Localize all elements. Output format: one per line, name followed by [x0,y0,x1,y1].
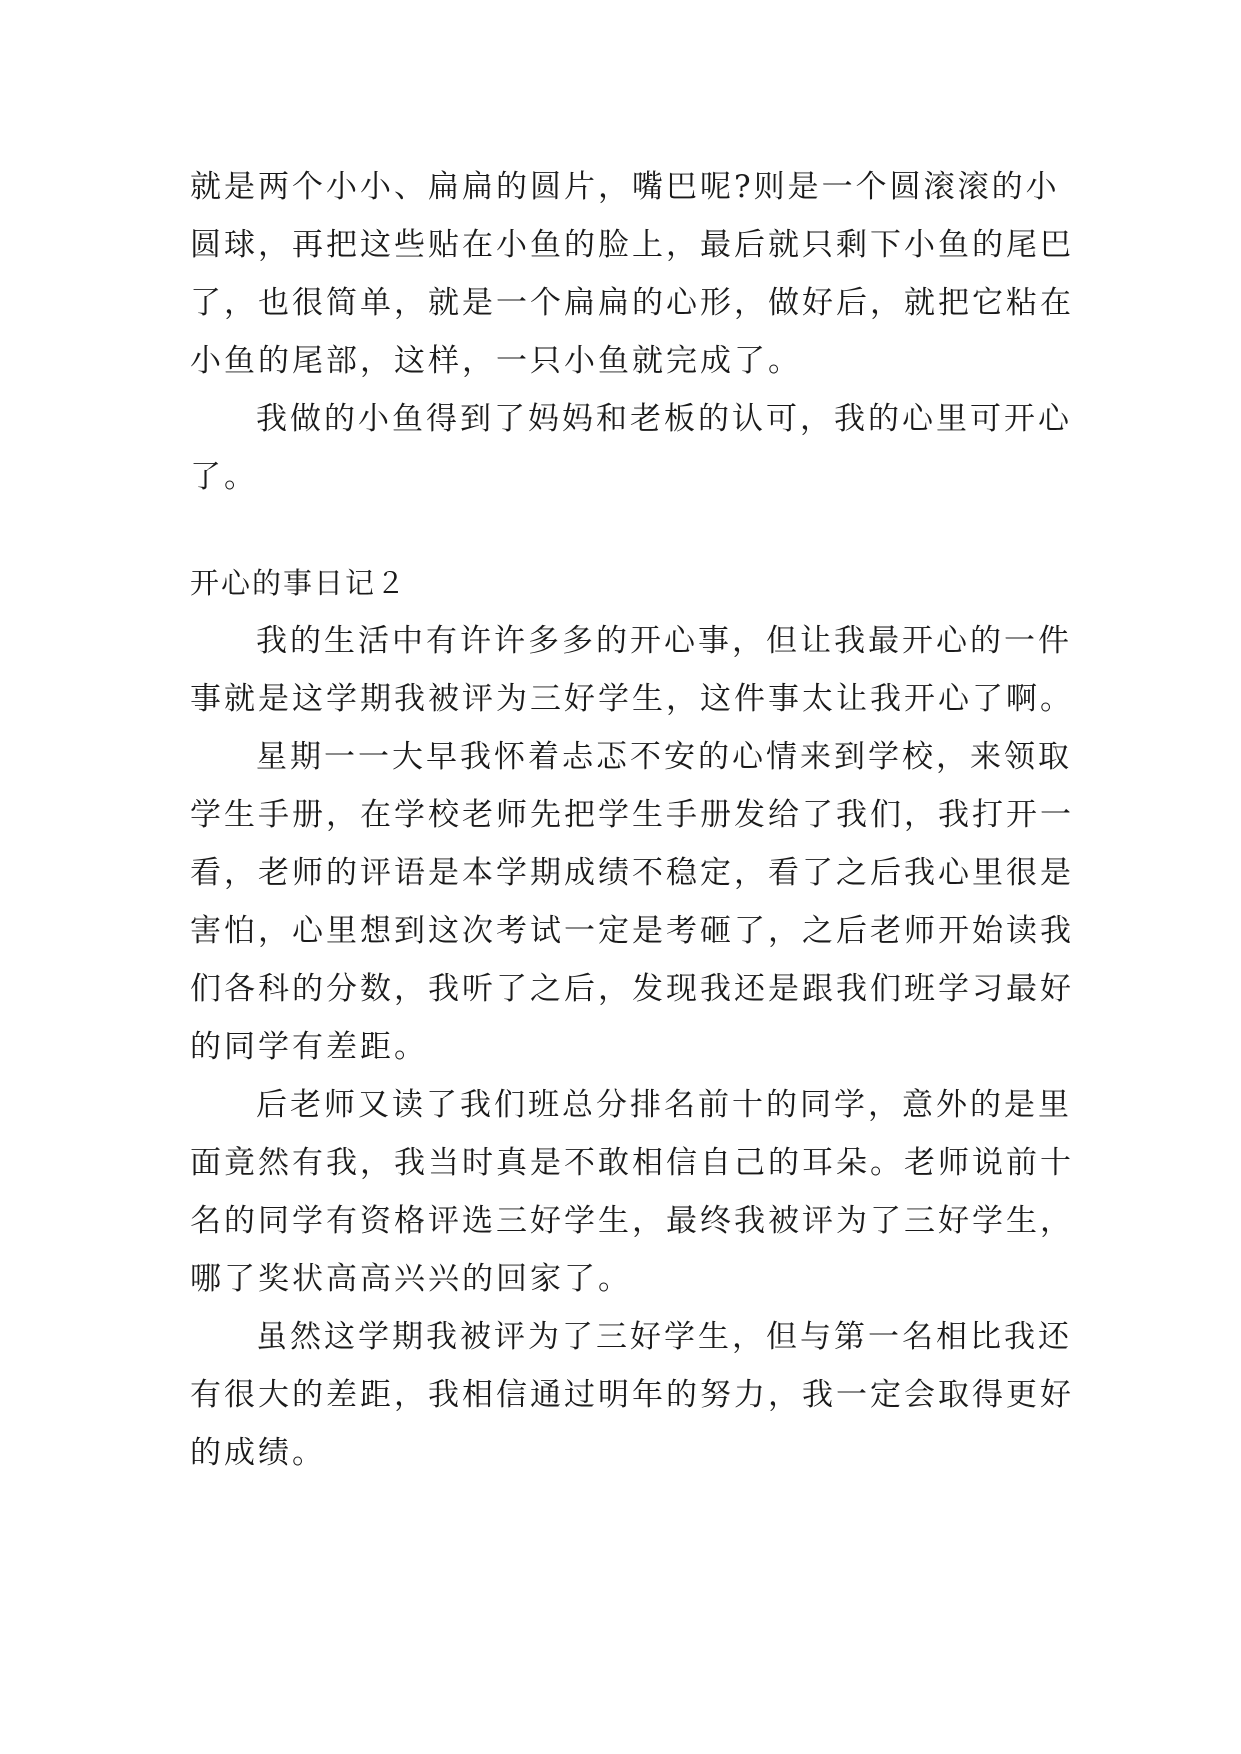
text-line: 我的生活中有许许多多的开心事，但让我最开心的一件 [256,623,1072,659]
paragraph-5 [190,1076,1074,1308]
text-line: 看，老师的评语是本学期成绩不稳定，看了之后我心里很是 [190,855,1074,891]
text-line: 哪了奖状高高兴兴的回家了。 [190,1261,632,1297]
text-line: 星期一一大早我怀着忐忑不安的心情来到学校，来领取 [256,739,1072,775]
text-line: 了，也很简单，就是一个扁扁的心形，做好后，就把它粘在 [190,285,1074,321]
text-line: 事就是这学期我被评为三好学生，这件事太让我开心了啊。 [190,681,1074,717]
section-spacer [190,506,1070,554]
text-line: 害怕，心里想到这次考试一定是考砸了，之后老师开始读我 [190,913,1074,949]
paragraph-6 [190,1308,1074,1482]
text-line: 面竟然有我，我当时真是不敢相信自己的耳朵。老师说前十 [190,1145,1074,1181]
paragraph-4 [190,728,1074,1076]
text-line: 圆球，再把这些贴在小鱼的脸上，最后就只剩下小鱼的尾巴 [190,227,1074,263]
text-line: 有很大的差距，我相信通过明年的努力，我一定会取得更好 [190,1377,1074,1413]
text-line: 了。 [190,459,258,495]
paragraph-2 [190,390,1070,506]
text-line: 们各科的分数，我听了之后，发现我还是跟我们班学习最好 [190,971,1074,1007]
paragraph-3 [190,612,1074,728]
document-body [190,158,1074,1482]
text-line: 后老师又读了我们班总分排名前十的同学，意外的是里 [256,1087,1072,1123]
text-line: 名的同学有资格评选三好学生，最终我被评为了三好学生， [190,1203,1074,1239]
paragraph-1 [190,158,1074,390]
text-line: 的同学有差距。 [190,1029,428,1065]
text-line: 的成绩。 [190,1435,326,1471]
text-line: 我做的小鱼得到了妈妈和老板的认可，我的心里可开心 [256,401,1072,437]
text-line: 虽然这学期我被评为了三好学生，但与第一名相比我还 [256,1319,1072,1355]
text-line: 学生手册，在学校老师先把学生手册发给了我们，我打开一 [190,797,1074,833]
text-line: 小鱼的尾部，这样，一只小鱼就完成了。 [190,343,802,379]
section-title: 开心的事日记２ [190,566,408,600]
text-line: 就是两个小小、扁扁的圆片，嘴巴呢?则是一个圆滚滚的小 [190,169,1060,205]
